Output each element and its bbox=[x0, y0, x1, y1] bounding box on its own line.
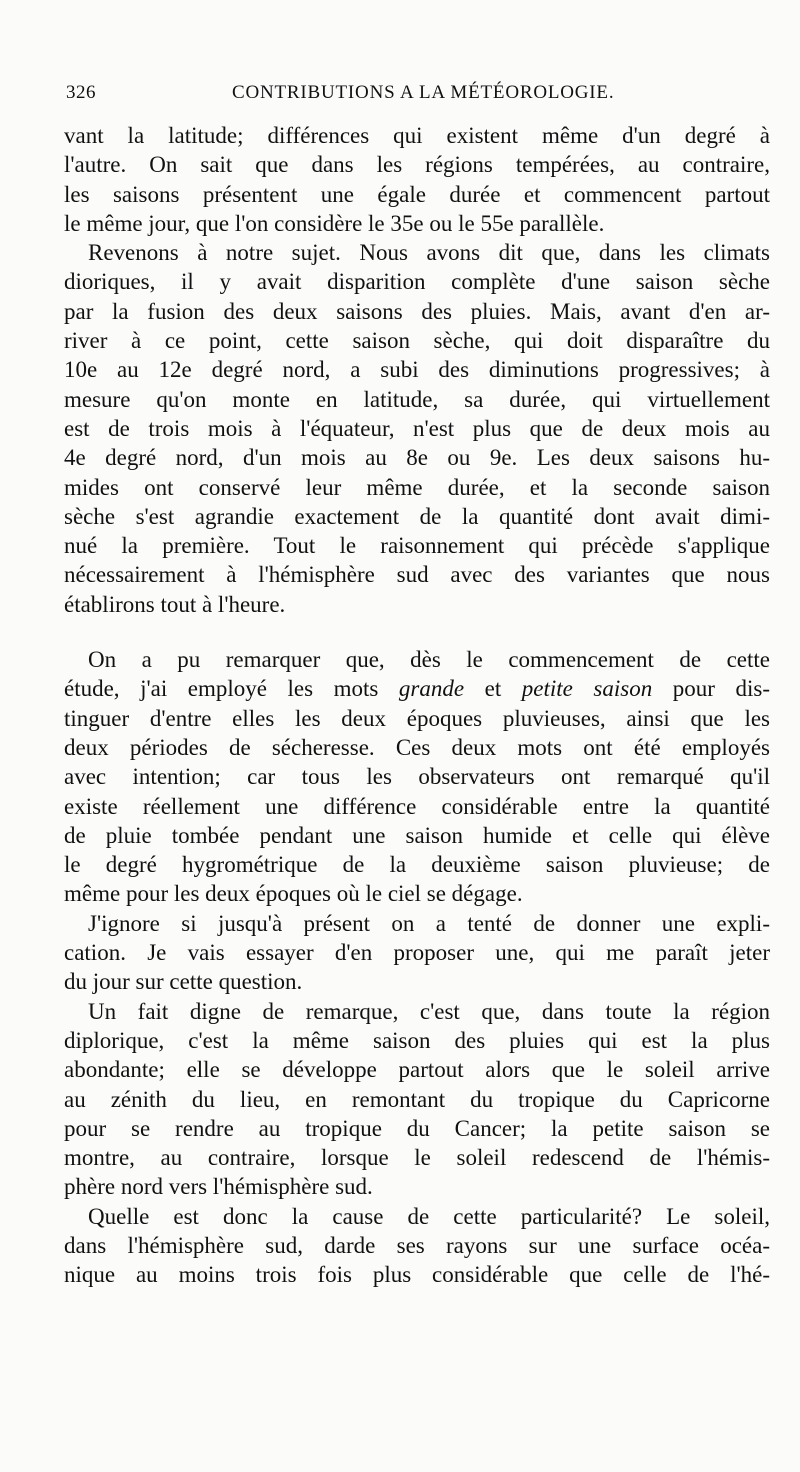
text-line: l'autre. On sait que dans les régions tempérées, au contraire, bbox=[64, 152, 770, 178]
page-number: 326 bbox=[66, 82, 96, 103]
text-line: de pluie tombée pendant une saison humide et celle qui élève bbox=[64, 822, 770, 848]
text-line: sèche s'est agrandie exactement de la quantité dont avait dimi- bbox=[64, 503, 770, 529]
text-line: est de trois mois à l'équateur, n'est plus que de deux mois au bbox=[64, 415, 770, 441]
text-line: deux périodes de sécheresse. Ces deux mots ont été employés bbox=[64, 734, 770, 760]
text-line: par la fusion des deux saisons des pluies. Mais, avant d'en ar- bbox=[64, 298, 770, 324]
text-line: mesure qu'on monte en latitude, sa durée, qui virtuellement bbox=[64, 386, 770, 412]
text-line: vant la latitude; différences qui existent même d'un degré à bbox=[64, 123, 770, 148]
text-line: avec intention; car tous les observateurs ont remarqué qu'il bbox=[64, 764, 770, 790]
text-line: 10e au 12e degré nord, a subi des diminutions progressives; à bbox=[64, 357, 770, 383]
text-line: mides ont conservé leur même durée, et la seconde saison bbox=[64, 474, 770, 500]
text-line: phère nord vers l'hémisphère sud. bbox=[64, 1174, 373, 1200]
text-line: même pour les deux époques où le ciel se dégage. bbox=[64, 881, 523, 907]
running-head: CONTRIBUTIONS A LA MÉTÉOROLOGIE. bbox=[232, 82, 615, 103]
text-line: montre, au contraire, lorsque le soleil redescend de l'hémis- bbox=[64, 1145, 770, 1171]
text-line: nué la première. Tout le raisonnement qui précède s'applique bbox=[64, 533, 770, 559]
text-line: Quelle est donc la cause de cette particularité? Le soleil, bbox=[88, 1203, 770, 1229]
text-line: diplorique, c'est la même saison des pluies qui est la plus bbox=[64, 1027, 770, 1053]
text-line: pour se rendre au tropique du Cancer; la petite saison se bbox=[64, 1115, 770, 1141]
text-line: dioriques, il y avait disparition complète d'une saison sèche bbox=[64, 269, 770, 295]
text-line: le degré hygrométrique de la deuxième saison pluvieuse; de bbox=[64, 852, 770, 878]
paragraph-gap bbox=[64, 619, 770, 645]
text-line: river à ce point, cette saison sèche, qui doit disparaître du bbox=[64, 328, 770, 354]
text-segment: et bbox=[464, 676, 522, 702]
text-line: existe réellement une différence considérable entre la quantité bbox=[64, 793, 770, 819]
text-line: établirons tout à l'heure. bbox=[64, 591, 286, 617]
text-line: nique au moins trois fois plus considérable que celle de l'hé- bbox=[64, 1262, 770, 1288]
text-line: nécessairement à l'hémisphère sud avec des variantes que nous bbox=[64, 562, 770, 588]
text-line: cation. Je vais essayer d'en proposer une, qui me paraît jeter bbox=[64, 940, 770, 966]
text-line: abondante; elle se développe partout alors que le soleil arrive bbox=[64, 1057, 770, 1083]
body-text bbox=[64, 121, 770, 1290]
text-segment: pour dis- bbox=[652, 676, 770, 702]
text-line: tinguer d'entre elles les deux époques pluvieuses, ainsi que les bbox=[64, 705, 770, 731]
text-line: dans l'hémisphère sud, darde ses rayons sur une surface océa- bbox=[64, 1232, 770, 1258]
text-line: le même jour, que l'on considère le 35e ou le 55e parallèle. bbox=[64, 210, 605, 236]
text-line-with-italics bbox=[64, 674, 770, 703]
italic-term-petite-saison: petite saison bbox=[521, 676, 653, 702]
text-line: les saisons présentent une égale durée et commencent partout bbox=[64, 181, 770, 207]
text-line: au zénith du lieu, en remontant du tropique du Capricorne bbox=[64, 1086, 770, 1112]
text-line: On a pu remarquer que, dès le commencement de cette bbox=[88, 647, 770, 673]
text-segment: étude, j'ai employé les mots bbox=[64, 676, 399, 702]
text-line: Revenons à notre sujet. Nous avons dit que, dans les climats bbox=[88, 240, 770, 266]
text-line: du jour sur cette question. bbox=[64, 969, 303, 995]
italic-term-grande: grande bbox=[398, 676, 465, 702]
text-line: 4e degré nord, d'un mois au 8e ou 9e. Les deux saisons hu- bbox=[64, 445, 770, 471]
text-line: J'ignore si jusqu'à présent on a tenté de donner une expli- bbox=[88, 910, 770, 936]
page-header bbox=[66, 82, 756, 112]
text-line: Un fait digne de remarque, c'est que, dans toute la région bbox=[88, 998, 770, 1024]
